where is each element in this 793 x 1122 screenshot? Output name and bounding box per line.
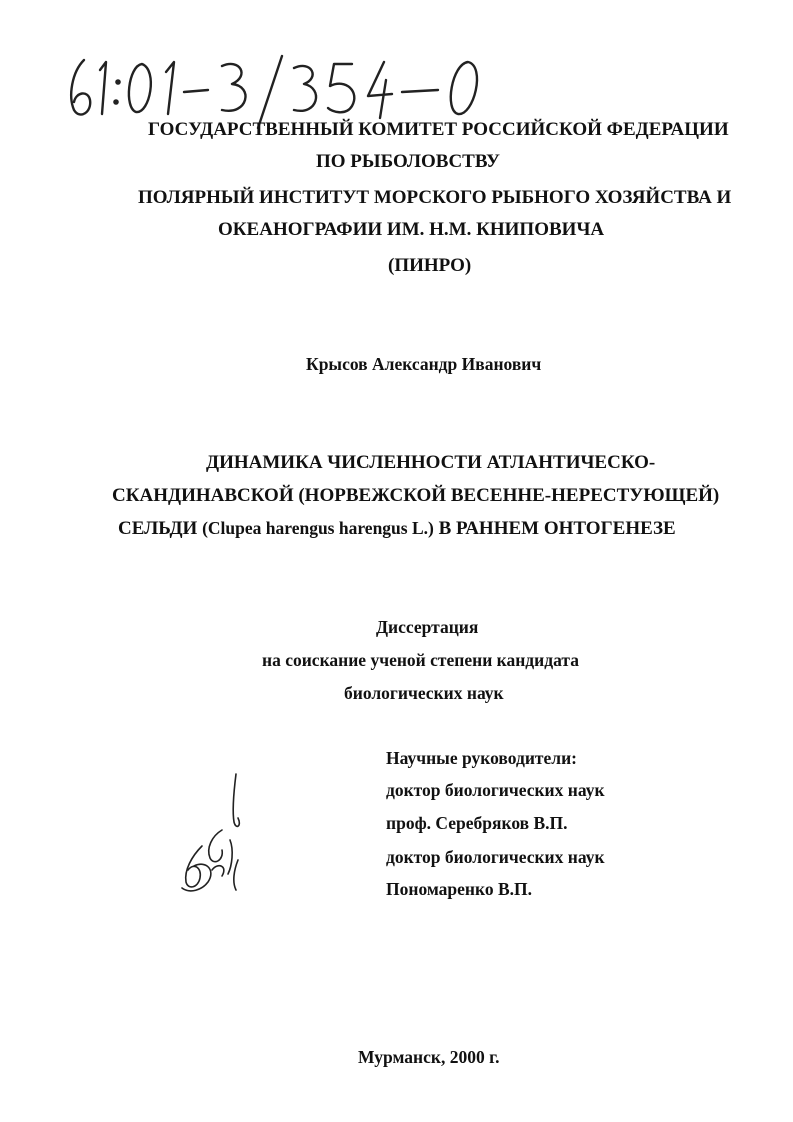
supervisors-heading: Научные руководители:	[386, 748, 578, 768]
supervisor-2-name: Пономаренко В.П.	[386, 879, 533, 899]
dissertation-title-line-2: СКАНДИНАВСКОЙ (НОРВЕЖСКОЙ ВЕСЕННЕ-НЕРЕСТУЮЩЕЙ)	[112, 485, 720, 506]
title-suffix: В РАННЕМ ОНТОГЕНЕЗЕ	[438, 518, 676, 539]
title-latin-name: (Clupea harengus harengus L.)	[202, 518, 434, 538]
supervisor-1-name: проф. Серебряков В.П.	[386, 813, 568, 833]
document-type: Диссертация	[376, 617, 479, 637]
committee-line-1: ГОСУДАРСТВЕННЫЙ КОМИТЕТ РОССИЙСКОЙ ФЕДЕРАЦИИ	[148, 119, 729, 140]
institute-line-1: ПОЛЯРНЫЙ ИНСТИТУТ МОРСКОГО РЫБНОГО ХОЗЯЙСТВА И	[138, 187, 732, 208]
handwritten-signature	[172, 770, 252, 910]
dissertation-title-line-3	[118, 516, 676, 541]
author-name: Крысов Александр Иванович	[306, 354, 542, 374]
dissertation-title-line-1: ДИНАМИКА ЧИСЛЕННОСТИ АТЛАНТИЧЕСКО-	[206, 452, 656, 473]
committee-line-2: ПО РЫБОЛОВСТВУ	[316, 151, 500, 172]
institute-abbreviation: (ПИНРО)	[388, 255, 472, 276]
supervisor-1-degree: доктор биологических наук	[386, 780, 605, 800]
supervisor-2-degree: доктор биологических наук	[386, 847, 605, 867]
place-and-year: Мурманск, 2000 г.	[358, 1047, 500, 1067]
title-prefix: СЕЛЬДИ	[118, 518, 198, 539]
institute-line-2: ОКЕАНОГРАФИИ ИМ. Н.М. КНИПОВИЧА	[218, 219, 605, 240]
degree-field: биологических наук	[344, 683, 504, 703]
degree-line: на соискание ученой степени кандидата	[262, 650, 579, 670]
